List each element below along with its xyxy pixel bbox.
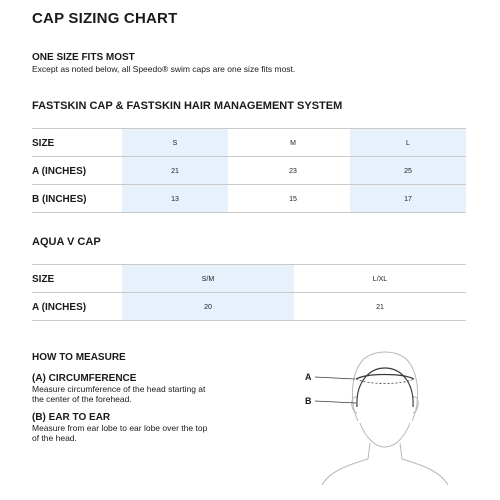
- divider: [32, 156, 466, 157]
- fastskin-cell: 25: [404, 168, 412, 175]
- aquav-cell: 20: [204, 304, 212, 311]
- aquav-row-size-label: SIZE: [32, 274, 55, 285]
- aquav-cell: L/XL: [372, 276, 388, 283]
- divider: [32, 292, 466, 293]
- shoulder-left: [322, 459, 368, 485]
- head-diagram-icon: [300, 335, 470, 485]
- fastskin-row-b-label: B (INCHES): [32, 194, 87, 205]
- fastskin-cell: 17: [404, 196, 412, 203]
- one-size-text: Except as noted below, all Speedo® swim caps are one size fits most.: [32, 64, 296, 74]
- leader-b: [315, 401, 356, 403]
- measure-a-line-back: [356, 379, 414, 384]
- divider: [32, 212, 466, 213]
- fastskin-cell: 13: [171, 196, 179, 203]
- aquav-row-a-label: A (INCHES): [32, 302, 87, 313]
- fastskin-cell: S: [172, 140, 178, 147]
- aquav-cell: S/M: [201, 276, 215, 283]
- divider: [32, 320, 466, 321]
- shoulder-right: [402, 459, 448, 485]
- head-outline: [352, 352, 417, 421]
- jaw-outline: [360, 423, 410, 447]
- fastskin-cell: 15: [289, 196, 297, 203]
- measure-b-heading: (B) EAR TO EAR: [32, 412, 111, 423]
- divider: [32, 128, 466, 129]
- diagram-label-b: B: [305, 396, 312, 406]
- fastskin-title: FASTSKIN CAP & FASTSKIN HAIR MANAGEMENT SYSTEM: [32, 100, 343, 112]
- aquav-title: AQUA V CAP: [32, 236, 101, 248]
- fastskin-cell: M: [290, 140, 296, 147]
- measure-b-line: [357, 368, 413, 407]
- page-title: CAP SIZING CHART: [32, 10, 178, 27]
- fastskin-cell: 23: [289, 168, 297, 175]
- fastskin-row-a-label: A (INCHES): [32, 166, 87, 177]
- one-size-heading: ONE SIZE FITS MOST: [32, 52, 135, 63]
- fastskin-cell: L: [406, 140, 410, 147]
- measure-a-text: Measure circumference of the head starting at the center of the forehead.: [32, 384, 206, 404]
- measure-heading: HOW TO MEASURE: [32, 352, 126, 363]
- aquav-cell: 21: [376, 304, 384, 311]
- divider: [32, 264, 466, 265]
- measure-a-heading: (A) CIRCUMFERENCE: [32, 373, 137, 384]
- fastskin-row-size-label: SIZE: [32, 138, 55, 149]
- diagram-label-a: A: [305, 372, 312, 382]
- measure-b-text: Measure from ear lobe to ear lobe over the top of the head.: [32, 423, 208, 443]
- leader-a: [315, 377, 355, 379]
- neck-right: [400, 443, 402, 459]
- neck-left: [368, 443, 370, 459]
- fastskin-cell: 21: [171, 168, 179, 175]
- divider: [32, 184, 466, 185]
